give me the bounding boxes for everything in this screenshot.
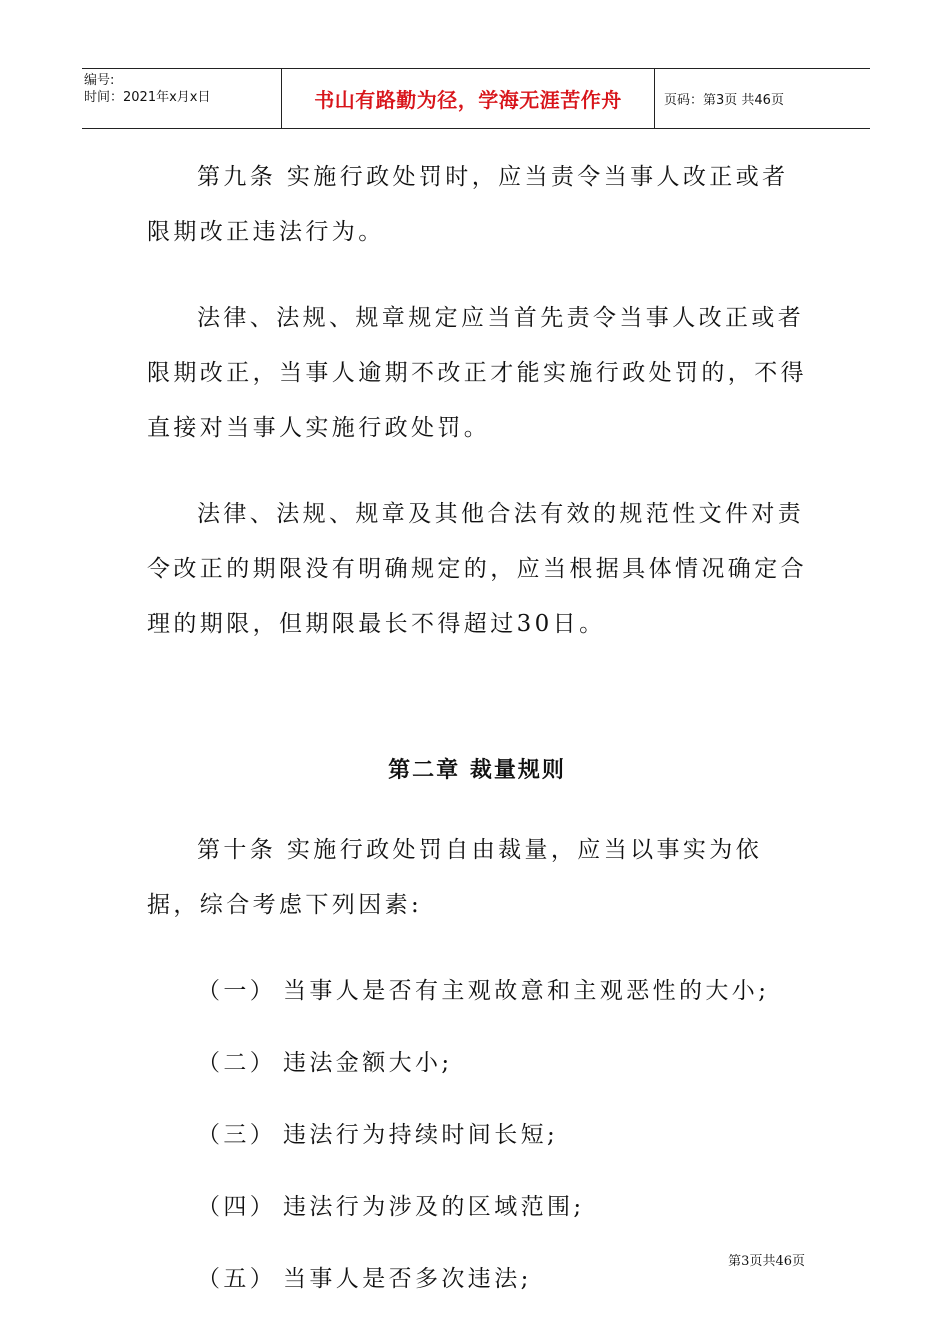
list-item-number: （四） — [197, 1194, 277, 1220]
article-nine-paragraph: 第九条 实施行政处罚时，应当责令当事人改正或者限期改正违法行为。 — [147, 164, 789, 245]
motto-text: 书山有路勤为径，学海无涯苦作舟 — [314, 88, 622, 112]
list-item-number: （三） — [197, 1122, 277, 1148]
paragraph-correction-first: 法律、法规、规章规定应当首先责令当事人改正或者限期改正，当事人逾期不改正才能实施行政处罚的，不得直接对当事人实施行政处罚。 — [147, 305, 807, 441]
list-item — [147, 964, 807, 1019]
list-item — [147, 1180, 807, 1235]
header-page-info: 页码：第3页 共46页 — [664, 93, 784, 108]
time-label: 时间：2021年x月x日 — [84, 90, 211, 105]
list-item-text: 违法行为涉及的区域范围; — [283, 1194, 585, 1220]
header-meta-cell — [82, 69, 282, 128]
list-item-text: 违法行为持续时间长短; — [283, 1122, 559, 1148]
document-body — [147, 150, 807, 1324]
document-header — [82, 68, 870, 129]
chapter-title: 第二章 裁量规则 — [388, 758, 566, 783]
list-item — [147, 1108, 807, 1163]
serial-label: 编号: — [84, 73, 115, 88]
list-item-number: （五） — [197, 1266, 277, 1292]
list-item-text: 当事人是否多次违法; — [283, 1266, 532, 1292]
list-item-text: 当事人是否有主观故意和主观恶性的大小; — [283, 978, 770, 1004]
header-page-cell — [655, 69, 870, 128]
list-item-number: （二） — [197, 1050, 277, 1076]
paragraph-correction-deadline: 法律、法规、规章及其他合法有效的规范性文件对责令改正的期限没有明确规定的，应当根据具体情况确定合理的期限，但期限最长不得超过30日。 — [147, 501, 807, 637]
footer-page-info: 第3页共46页 — [728, 1254, 805, 1269]
list-item — [147, 1252, 807, 1307]
list-item-text: 违法金额大小; — [283, 1050, 453, 1076]
list-item — [147, 1036, 807, 1091]
list-item-number: （一） — [197, 978, 277, 1004]
header-motto-cell — [282, 69, 655, 128]
article-ten-paragraph: 第十条 实施行政处罚自由裁量，应当以事实为依据，综合考虑下列因素: — [147, 837, 763, 918]
